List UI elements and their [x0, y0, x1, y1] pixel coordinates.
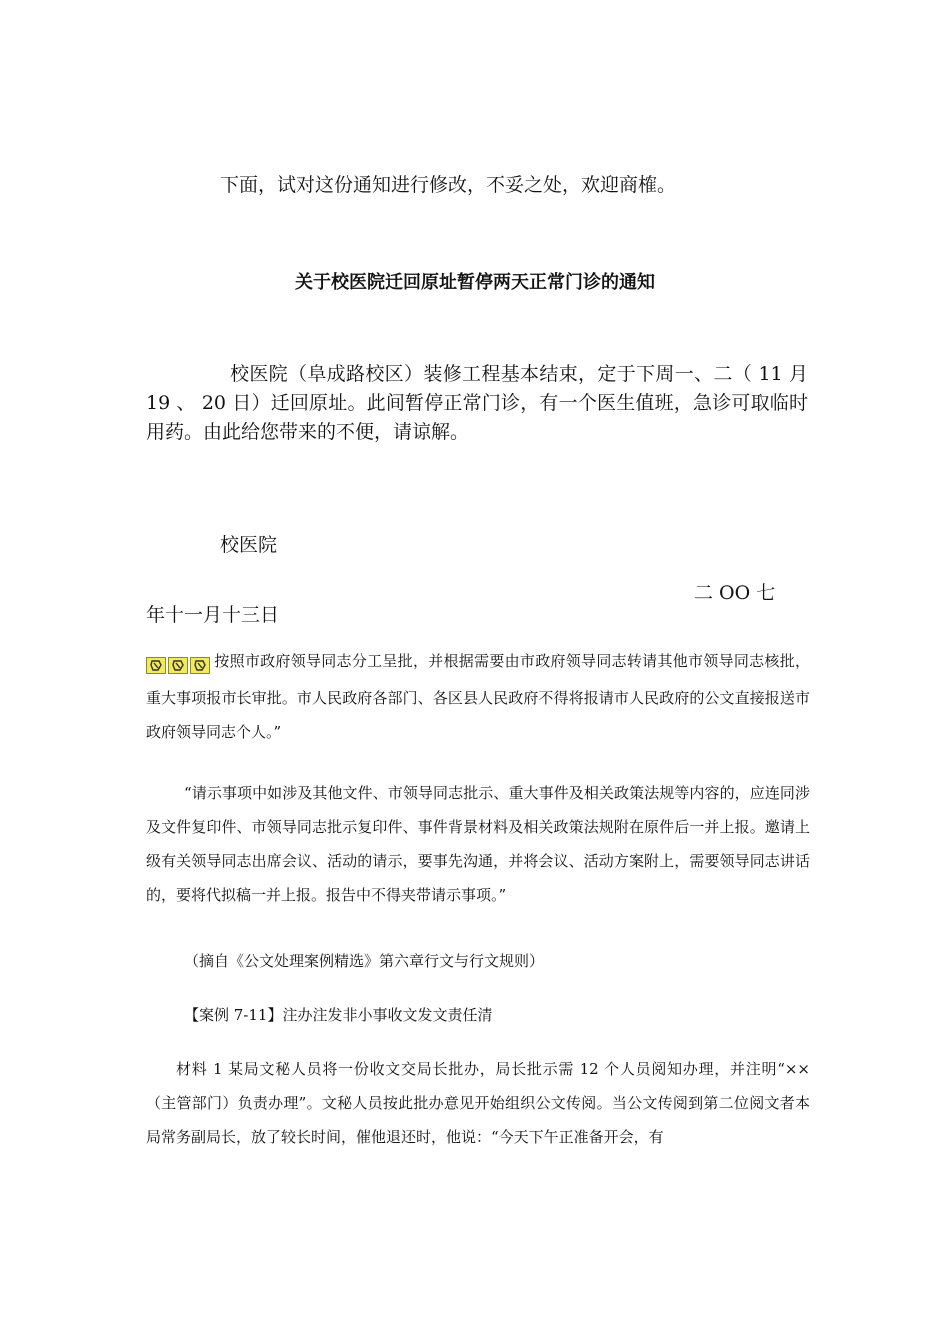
- notice-signature: 校医院: [220, 534, 278, 556]
- excerpt-source: （摘自《公文处理案例精选》第六章行文与行文规则）: [184, 952, 545, 970]
- excerpt-paragraph-1: [146, 644, 810, 749]
- broken-glyph-icon: [190, 657, 210, 674]
- intro-text: 下面，试对这份通知进行修改，不妥之处，欢迎商榷。: [220, 174, 677, 196]
- notice-title: 关于校医院迁回原址暂停两天正常门诊的通知: [295, 272, 655, 293]
- case-material-paragraph: 材料 1 某局文秘人员将一份收文交局长批办，局长批示需 12 个人员阅知办理，并注明“××（主管部门）负责办理”。文秘人员按此批办意见开始组织公文传阅。当公文传阅到第二位阅文者本局常务副局长，放了较长时间，催他退还时，他说：“今天下午正准备开会，有: [146, 1060, 810, 1146]
- notice-date-part2: 年十一月十三日: [146, 604, 280, 626]
- broken-glyph-icon: [168, 657, 188, 674]
- case-heading: 【案例 7-11】注办注发非小事收文发文责任清: [184, 1006, 493, 1024]
- notice-date-part1: 二 OO 七: [694, 582, 776, 604]
- excerpt-paragraph-2: “请示事项中如涉及其他文件、市领导同志批示、重大事件及相关政策法规等内容的，应连同涉及文件复印件、市领导同志批示复印件、事件背景材料及相关政策法规附在原件后一并上报。邀请上级有关领导同志出席会议、活动的请示，要事先沟通，并将会议、活动方案附上，需要领导同志讲话的，要将代拟稿一并上报。报告中不得夹带请示事项。”: [146, 784, 810, 904]
- notice-body: 校医院（阜成路校区）装修工程基本结束，定于下周一、二（ 11 月 19 、 20 日）迁回原址。此间暂停正常门诊，有一个医生值班，急诊可取临时用药。由此给您带来的不便，请谅解。: [146, 363, 808, 443]
- excerpt-paragraph-1-text: 按照市政府领导同志分工呈批，并根据需要由市政府领导同志转请其他市领导同志核批，重大事项报市长审批。市人民政府各部门、各区县人民政府不得将报请市人民政府的公文直接报送市政府领导同志个人。”: [146, 652, 810, 741]
- broken-glyph-icon: [146, 657, 166, 674]
- broken-glyph-group: [146, 647, 212, 681]
